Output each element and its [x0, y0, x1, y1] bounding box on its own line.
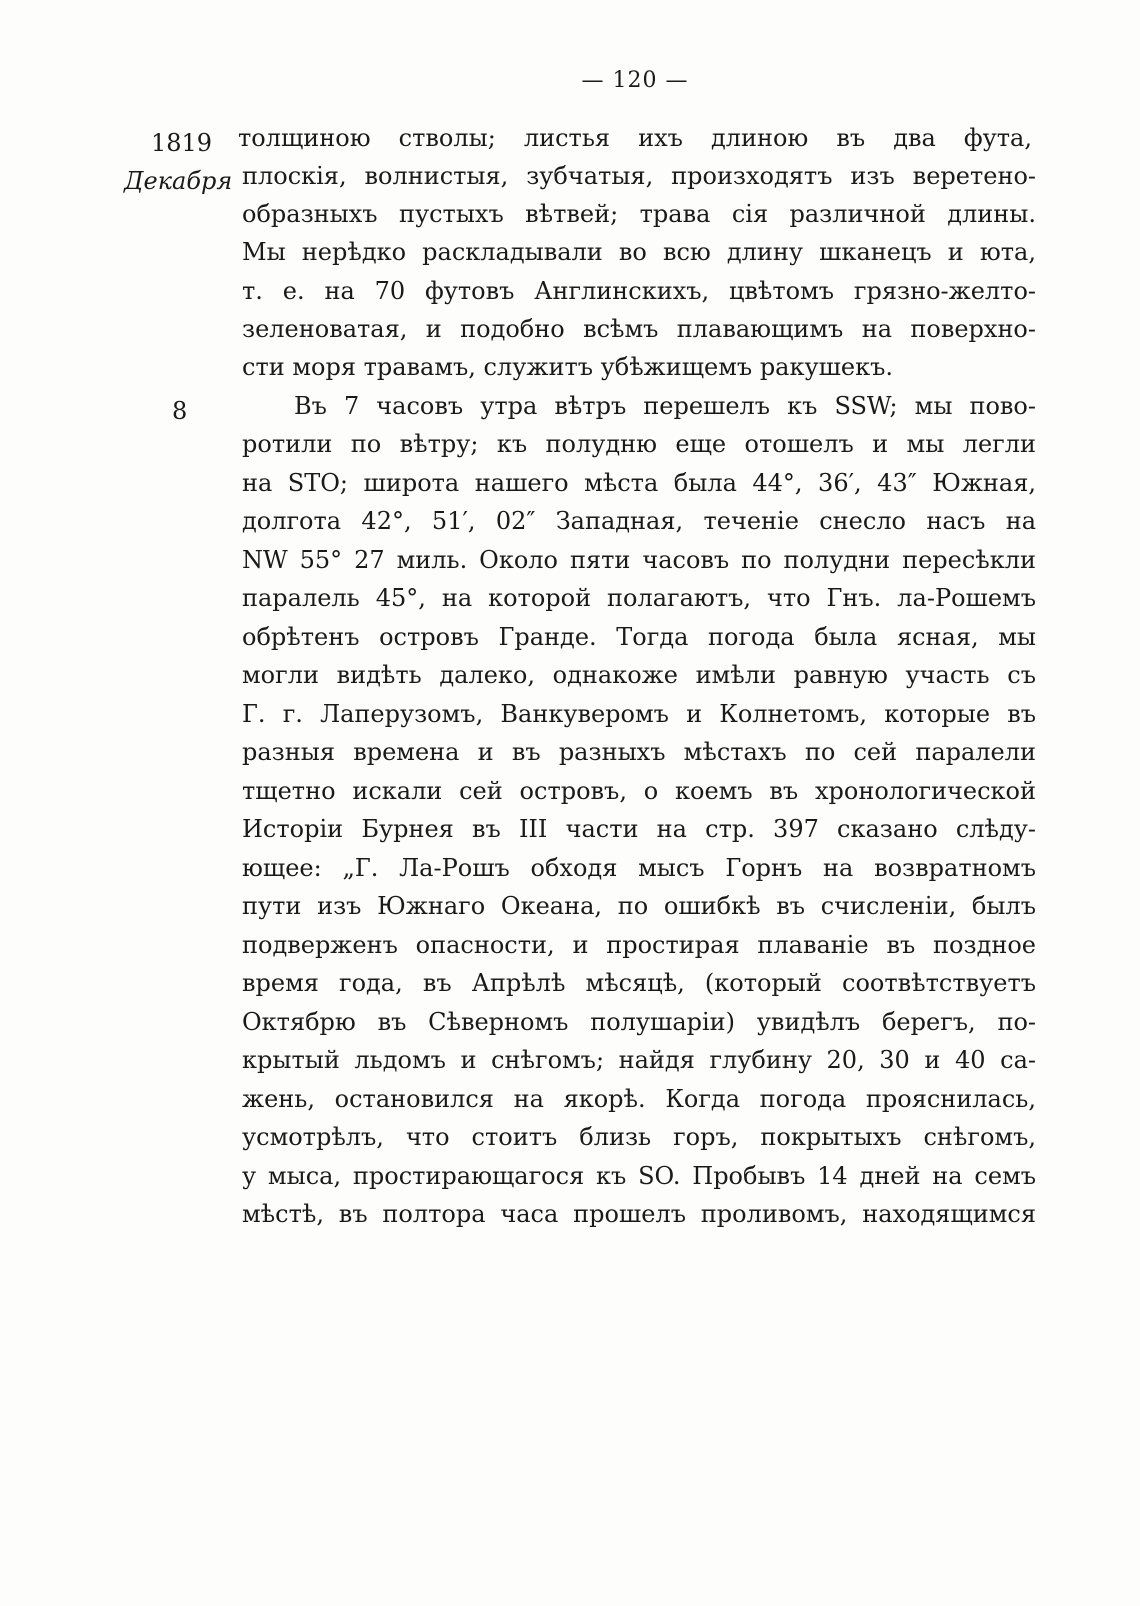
text-line: плоскія, волнистыя, зубчатыя, произходятъ изъ веретено- [242, 162, 1036, 190]
text-line: разныя времена и въ разныхъ мѣстахъ по сей паралели [242, 738, 1036, 766]
text-line: на STO; широта нашего мѣста была 44°, 36′, 43″ Южная, [242, 469, 1036, 497]
text-line: образныхъ пустыхъ вѣтвей; трава сія различной длины. [242, 200, 1036, 228]
text-line: усмотрѣлъ, что стоитъ близь горъ, покрытыхъ снѣгомъ, [242, 1123, 1036, 1151]
text-line: т. е. на 70 футовъ Англинскихъ, цвѣтомъ грязно-желто- [242, 277, 1036, 305]
margin-note-year: 1819 [151, 129, 213, 157]
text-line: тщетно искали сей островъ, о коемъ въ хронологической [242, 777, 1036, 805]
text-line: зеленоватая, и подобно всѣмъ плавающимъ на поверхно- [242, 315, 1036, 343]
text-line: у мыса, простирающагося къ SO. Пробывъ 14 дней на семъ [242, 1162, 1036, 1190]
text-line: ротили по вѣтру; къ полудню еще отошелъ и мы легли [242, 430, 1036, 458]
margin-note-day: 8 [172, 397, 188, 425]
text-line: мѣстѣ, въ полтора часа прошелъ проливомъ, находящимся [242, 1200, 1036, 1228]
text-line: подверженъ опасности, и простирая плаваніе въ поздное [242, 931, 1036, 959]
text-line: Г. г. Лаперузомъ, Ванкуверомъ и Колнетомъ, которые въ [242, 700, 1036, 728]
text-line: пути изъ Южнаго Океана, по ошибкѣ въ счисленіи, былъ [242, 892, 1036, 920]
text-line: NW 55° 27 миль. Около пяти часовъ по полудни пересѣкли [242, 546, 1036, 574]
text-line: Исторіи Бурнея въ III части на стр. 397 сказано слѣду- [242, 815, 1036, 843]
text-line: сти моря травамъ, служитъ убѣжищемъ ракушекъ. [242, 353, 894, 381]
text-line: время года, въ Апрѣлѣ мѣсяцѣ, (который соотвѣтствуетъ [242, 969, 1036, 997]
text-line: долгота 42°, 51′, 02″ Западная, теченіе снесло насъ на [242, 507, 1036, 535]
text-line: обрѣтенъ островъ Гранде. Тогда погода была ясная, мы [242, 623, 1036, 651]
margin-note-month: Декабря [124, 167, 233, 195]
text-line: жень, остановился на якорѣ. Когда погода прояснилась, [242, 1085, 1036, 1113]
text-line: паралель 45°, на которой полагаютъ, что Гнъ. ла-Рошемъ [242, 584, 1036, 612]
page-number: — 120 — [581, 68, 689, 93]
text-line: толщиною стволы; листья ихъ длиною въ два фута, [238, 124, 1032, 152]
text-line: ющее: „Г. Ла-Рошъ обходя мысъ Горнъ на возвратномъ [242, 854, 1036, 882]
text-line: могли видѣть далеко, однакоже имѣли равную участь съ [242, 661, 1036, 689]
text-line: Октябрю въ Сѣверномъ полушаріи) увидѣлъ берегъ, по- [242, 1008, 1036, 1036]
text-line: Мы нерѣдко раскладывали во всю длину шканецъ и юта, [242, 238, 1036, 266]
text-line: крытый льдомъ и снѣгомъ; найдя глубину 20, 30 и 40 са- [242, 1046, 1036, 1074]
text-line: Въ 7 часовъ утра вѣтръ перешелъ къ SSW; мы пово- [294, 392, 1036, 420]
